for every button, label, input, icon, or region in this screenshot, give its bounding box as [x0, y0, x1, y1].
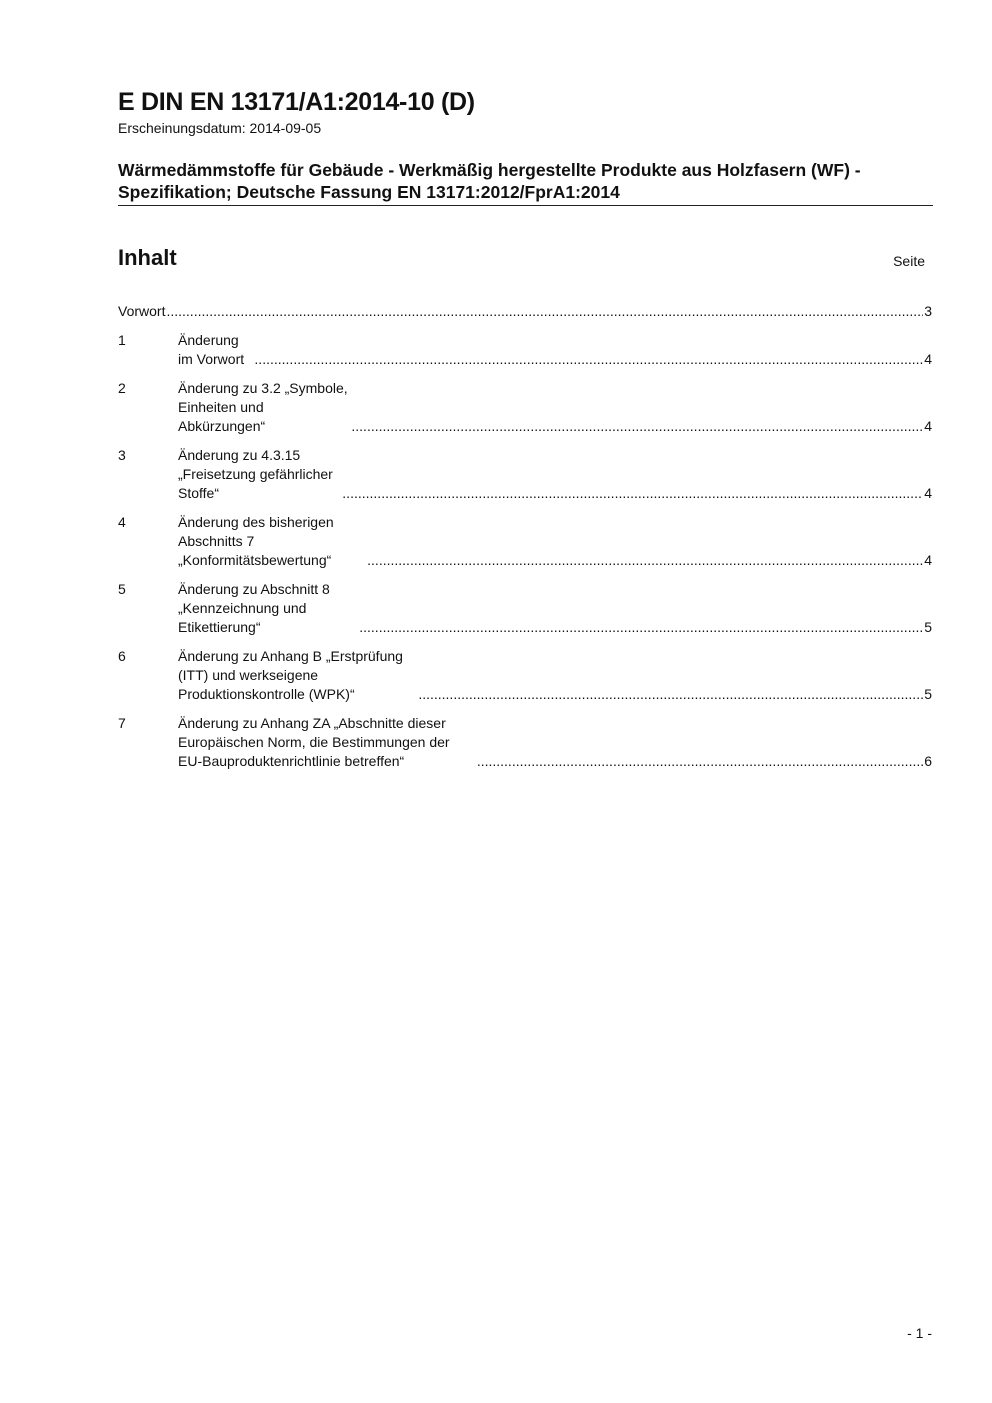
toc-dot-leader: [359, 618, 923, 637]
page-number: - 1 -: [907, 1325, 932, 1341]
toc-entry-text: Änderung zu 3.2 „Symbole, Einheiten und Abkürzungen“: [178, 380, 348, 434]
toc-entry-page: 4: [924, 552, 932, 568]
toc-entry-text: Änderung des bisherigen Abschnitts 7 „Konformitätsbewertung“: [178, 514, 334, 568]
toc-entry-number: 7: [118, 715, 126, 731]
toc-entry-page: 4: [924, 418, 932, 434]
toc-dot-leader: [367, 551, 923, 570]
toc-entry-1[interactable]: [118, 331, 932, 369]
toc-entry-number: 4: [118, 514, 126, 530]
toc-heading: Inhalt: [118, 245, 177, 270]
toc-entry-text: Vorwort: [118, 303, 166, 319]
document-id: E DIN EN 13171/A1:2014-10 (D): [118, 88, 475, 116]
toc-entry-3[interactable]: [118, 446, 932, 503]
toc-dot-leader: [342, 484, 923, 503]
toc-entry-2[interactable]: [118, 379, 932, 436]
toc-entry-text: Änderung zu Anhang ZA „Abschnitte dieser Europäischen Norm, die Bestimmungen der EU-Bauproduktenrichtlinie betreffen“: [178, 715, 450, 769]
toc-entry-6[interactable]: [118, 647, 932, 704]
title-divider: [118, 205, 933, 206]
toc-dot-leader: [418, 685, 923, 704]
toc-entry-page: 3: [924, 303, 932, 319]
toc-page-column-header: Seite: [893, 253, 925, 269]
toc-entry-7[interactable]: [118, 714, 932, 771]
toc-entry-page: 4: [924, 351, 932, 367]
issue-date: Erscheinungsdatum: 2014-09-05: [118, 120, 322, 136]
toc-entry-number: 1: [118, 332, 126, 348]
toc-dot-leader: [477, 752, 923, 771]
toc-entry-text: Änderung zu Abschnitt 8 „Kennzeichnung und Etikettierung“: [178, 581, 330, 635]
toc-entry-page: 4: [924, 485, 932, 501]
toc-entry-text: Änderung zu Anhang B „Erstprüfung (ITT) und werkseigene Produktionskontrolle (WPK)“: [178, 648, 403, 702]
toc-entry-number: 6: [118, 648, 126, 664]
toc-entry-4[interactable]: [118, 513, 932, 570]
toc-entry-5[interactable]: [118, 580, 932, 637]
toc-entry-text: Änderung im Vorwort: [178, 332, 245, 367]
table-of-contents: [118, 302, 932, 781]
document-title: Wärmedämmstoffe für Gebäude - Werkmäßig hergestellte Produkte aus Holzfasern (WF) - Spezifikation; Deutsche Fassung EN 13171:2012/FprA1:2014: [118, 160, 861, 202]
toc-dot-leader: [254, 350, 923, 369]
toc-entry-number: 5: [118, 581, 126, 597]
toc-entry-number: 3: [118, 447, 126, 463]
toc-entry-page: 5: [924, 686, 932, 702]
toc-dot-leader: [166, 302, 923, 321]
toc-entry-page: 6: [924, 753, 932, 769]
toc-entry-number: 2: [118, 380, 126, 396]
toc-entry-page: 5: [924, 619, 932, 635]
toc-entry-text: Änderung zu 4.3.15 „Freisetzung gefährlicher Stoffe“: [178, 447, 333, 501]
toc-dot-leader: [351, 417, 923, 436]
toc-entry-vorwort[interactable]: [118, 302, 932, 321]
